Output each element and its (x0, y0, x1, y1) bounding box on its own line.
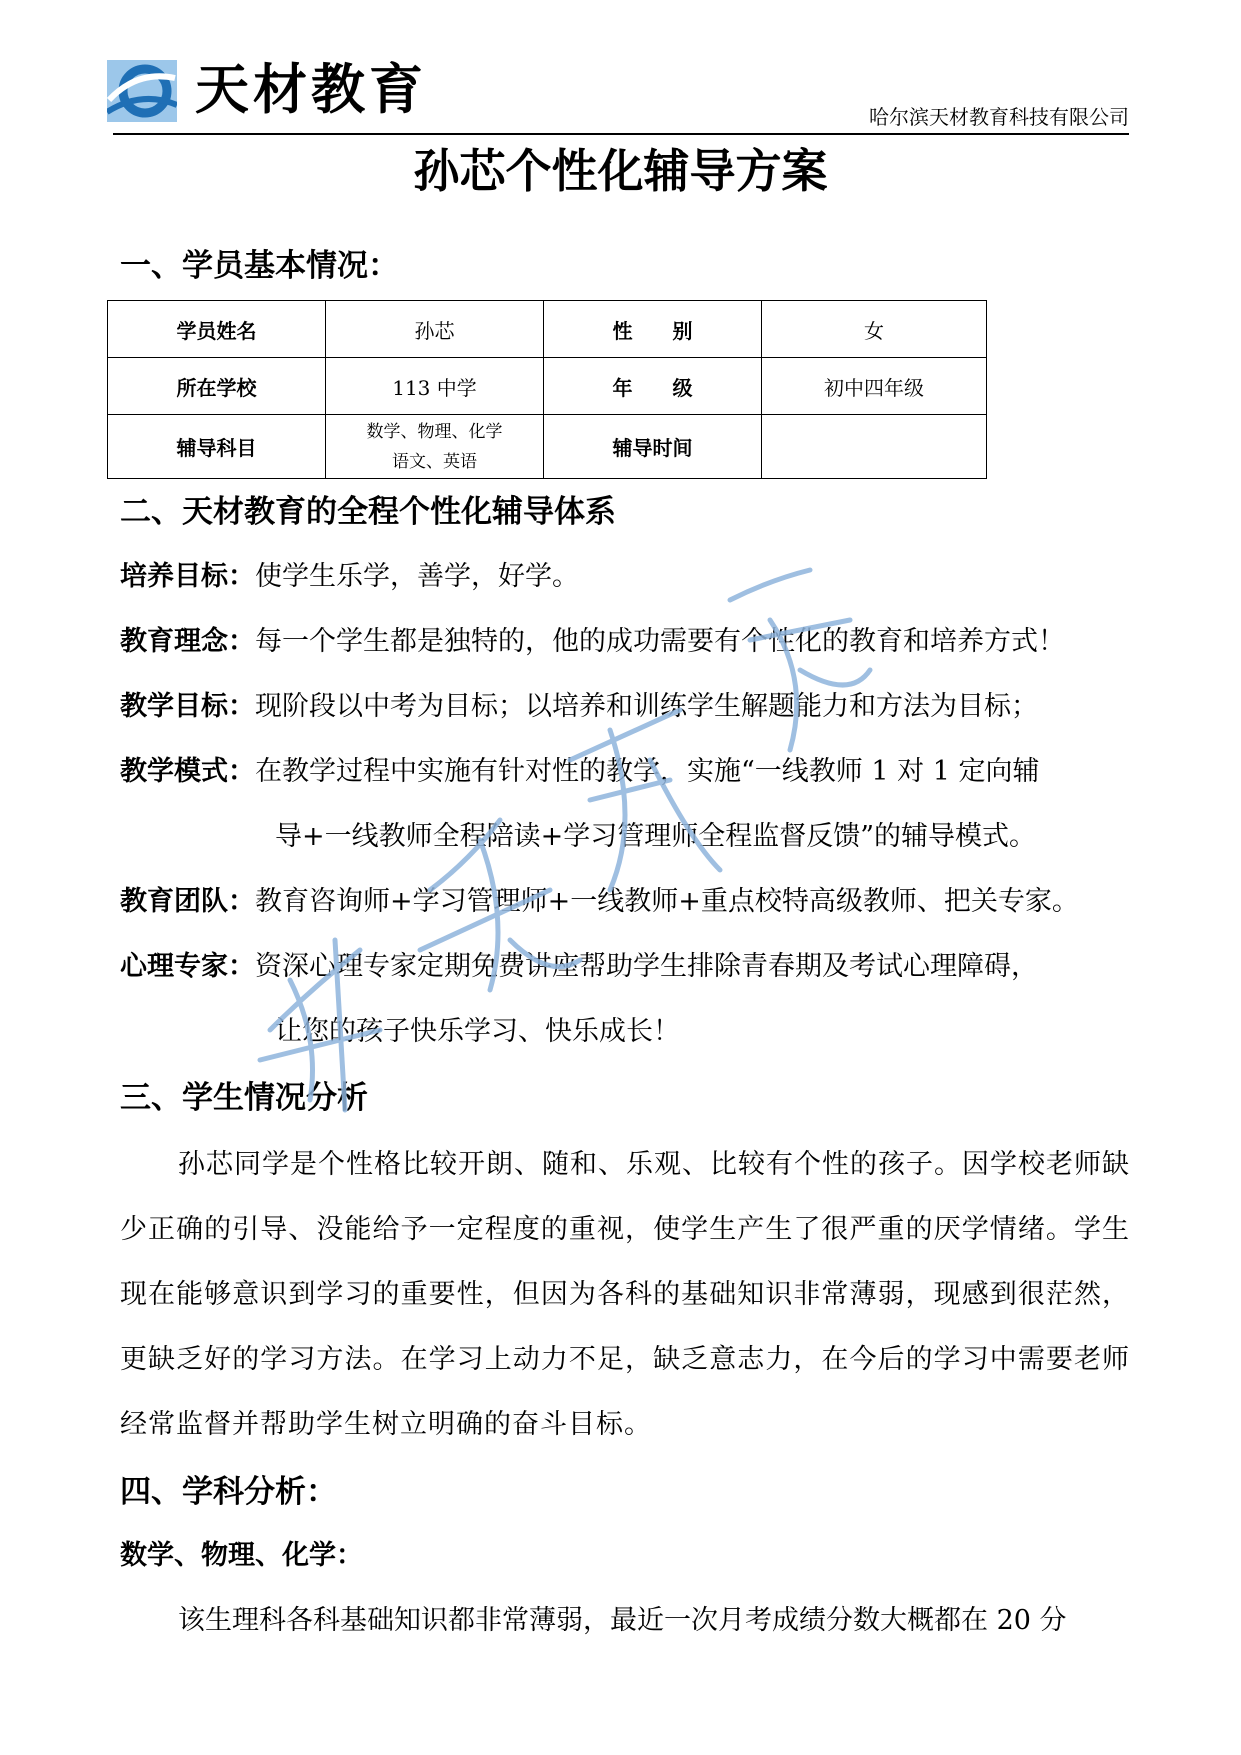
item-label: 心理专家： (120, 951, 255, 982)
item-education-philosophy (120, 622, 1065, 662)
subheading-science (120, 1536, 363, 1576)
subject-value (326, 415, 544, 479)
company-name: 哈尔滨天材教育科技有限公司 (869, 105, 1129, 129)
item-label: 教学模式： (120, 756, 255, 787)
item-text: 现阶段以中考为目标；以培养和训练学生解题能力和方法为目标； (255, 691, 1038, 722)
school-label: 所在学校 (108, 358, 326, 415)
item-psychology-expert-cont: 让您的孩子快乐学习、快乐成长！ (275, 1016, 680, 1047)
item-teaching-mode-cont: 导+一线教师全程陪读+学习管理师全程监督反馈”的辅导模式。 (275, 821, 1037, 852)
item-text: 每一个学生都是独特的，他的成功需要有个性化的教育和培养方式！ (255, 626, 1065, 657)
item-teaching-goal (120, 687, 1038, 727)
name-label: 学员姓名 (108, 301, 326, 358)
gender-value: 女 (762, 301, 987, 358)
science-paragraph: 该生理科各科基础知识都非常薄弱，最近一次月考成绩分数大概都在 20 分 (178, 1605, 1067, 1636)
table-row (108, 358, 987, 415)
gender-label: 性 别 (544, 301, 762, 358)
time-value (762, 415, 987, 479)
grade-label: 年 级 (544, 358, 762, 415)
section-heading-analysis: 三、学生情况分析 (120, 1080, 368, 1116)
item-label: 培养目标： (120, 561, 255, 592)
item-cultivation-goal (120, 557, 579, 597)
header-divider (113, 133, 1129, 135)
name-value: 孙芯 (326, 301, 544, 358)
item-education-team (120, 882, 1079, 922)
school-value: 113 中学 (326, 358, 544, 415)
page-title: 孙芯个性化辅导方案 (413, 144, 828, 198)
time-label: 辅导时间 (544, 415, 762, 479)
item-psychology-expert (120, 947, 1038, 987)
subject-label: 辅导科目 (108, 415, 326, 479)
table-row (108, 415, 987, 479)
table-row (108, 301, 987, 358)
item-teaching-mode (120, 752, 1040, 792)
analysis-paragraph: 孙芯同学是个性格比较开朗、随和、乐观、比较有个性的孩子。因学校老师缺少正确的引导、没能给予一定程度的重视，使学生产生了很严重的厌学情绪。学生现在能够意识到学习的重要性，但因为各科的基础知识非常薄弱，现感到很茫然，更缺乏好的学习方法。在学习上动力不足，缺乏意志力，在今后的学习中需要老师经常监督并帮助学生树立明确的奋斗目标。 (120, 1149, 1130, 1440)
section-heading-system: 二、天材教育的全程个性化辅导体系 (120, 494, 616, 530)
item-text: 教育咨询师+学习管理师+一线教师+重点校特高级教师、把关专家。 (255, 886, 1079, 917)
item-text: 使学生乐学，善学，好学。 (255, 561, 579, 592)
logo-text: 天材教育 (195, 58, 427, 121)
logo-icon (107, 60, 177, 122)
item-text: 在教学过程中实施有针对性的教学，实施“一线教师 1 对 1 定向辅 (255, 756, 1040, 787)
section-heading-basic-info: 一、学员基本情况： (120, 248, 399, 284)
section-heading-subjects: 四、学科分析： (120, 1474, 337, 1510)
subject-value-line2: 语文、英语 (392, 451, 477, 472)
item-label: 教学目标： (120, 691, 255, 722)
item-text: 资深心理专家定期免费讲座帮助学生排除青春期及考试心理障碍， (255, 951, 1038, 982)
subject-value-line1: 数学、物理、化学 (366, 421, 503, 442)
grade-value: 初中四年级 (762, 358, 987, 415)
item-label: 教育团队： (120, 886, 255, 917)
student-info-table (107, 300, 987, 479)
subheading-label: 数学、物理、化学： (120, 1540, 363, 1571)
item-label: 教育理念： (120, 626, 255, 657)
